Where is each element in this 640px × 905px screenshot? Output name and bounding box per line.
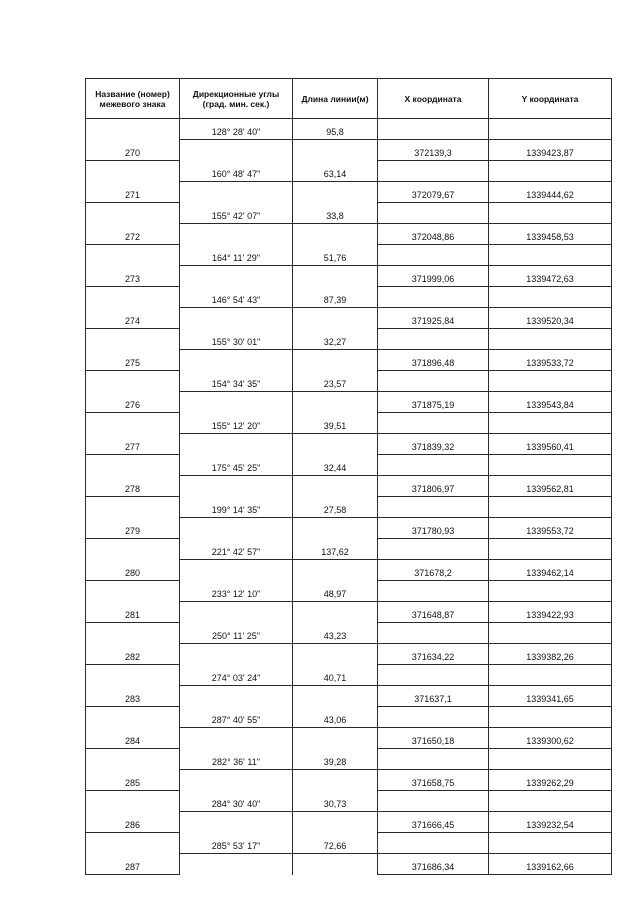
x-coordinate-cell bbox=[378, 749, 489, 770]
direction-angle-cell bbox=[180, 686, 293, 707]
direction-angle-cell bbox=[180, 770, 293, 791]
x-coordinate-cell bbox=[378, 161, 489, 182]
line-length-cell: 32,44 bbox=[293, 455, 378, 476]
point-name-cell bbox=[86, 203, 180, 224]
x-coordinate-cell: 371999,06 bbox=[378, 266, 489, 287]
line-length-cell: 32,27 bbox=[293, 329, 378, 350]
point-name-cell bbox=[86, 413, 180, 434]
x-coordinate-cell: 371839,32 bbox=[378, 434, 489, 455]
line-length-cell bbox=[293, 350, 378, 371]
y-coordinate-cell: 1339553,72 bbox=[489, 518, 612, 539]
direction-angle-cell: 250° 11' 25" bbox=[180, 623, 293, 644]
point-name-cell: 281 bbox=[86, 602, 180, 623]
direction-angle-cell bbox=[180, 854, 293, 875]
table-row-point bbox=[86, 308, 612, 329]
y-coordinate-cell bbox=[489, 329, 612, 350]
y-coordinate-cell bbox=[489, 623, 612, 644]
direction-angle-cell bbox=[180, 182, 293, 203]
point-name-cell bbox=[86, 455, 180, 476]
y-coordinate-cell: 1339423,87 bbox=[489, 140, 612, 161]
table-row-point bbox=[86, 770, 612, 791]
point-name-cell: 279 bbox=[86, 518, 180, 539]
table-row-point bbox=[86, 854, 612, 875]
header-direction-angle: Дирекционные углы (град. мин. сек.) bbox=[180, 79, 293, 119]
line-length-cell: 137,62 bbox=[293, 539, 378, 560]
line-length-cell bbox=[293, 476, 378, 497]
y-coordinate-cell bbox=[489, 791, 612, 812]
line-length-cell bbox=[293, 308, 378, 329]
y-coordinate-cell: 1339341,65 bbox=[489, 686, 612, 707]
point-name-cell: 280 bbox=[86, 560, 180, 581]
y-coordinate-cell bbox=[489, 833, 612, 854]
y-coordinate-cell: 1339444,62 bbox=[489, 182, 612, 203]
direction-angle-cell: 175° 45' 25" bbox=[180, 455, 293, 476]
direction-angle-cell bbox=[180, 308, 293, 329]
direction-angle-cell: 155° 30' 01" bbox=[180, 329, 293, 350]
table-row-point bbox=[86, 350, 612, 371]
header-line-length: Длина линии(м) bbox=[293, 79, 378, 119]
y-coordinate-cell: 1339162,66 bbox=[489, 854, 612, 875]
y-coordinate-cell bbox=[489, 371, 612, 392]
y-coordinate-cell bbox=[489, 497, 612, 518]
x-coordinate-cell: 371686,34 bbox=[378, 854, 489, 875]
point-name-cell: 282 bbox=[86, 644, 180, 665]
x-coordinate-cell bbox=[378, 119, 489, 140]
table-row-edge bbox=[86, 749, 612, 770]
table-row-edge bbox=[86, 329, 612, 350]
line-length-cell bbox=[293, 518, 378, 539]
line-length-cell: 30,73 bbox=[293, 791, 378, 812]
direction-angle-cell bbox=[180, 518, 293, 539]
line-length-cell: 87,39 bbox=[293, 287, 378, 308]
y-coordinate-cell: 1339262,29 bbox=[489, 770, 612, 791]
line-length-cell bbox=[293, 182, 378, 203]
x-coordinate-cell: 371637,1 bbox=[378, 686, 489, 707]
line-length-cell bbox=[293, 224, 378, 245]
x-coordinate-cell: 371634,22 bbox=[378, 644, 489, 665]
line-length-cell: 23,57 bbox=[293, 371, 378, 392]
y-coordinate-cell: 1339543,84 bbox=[489, 392, 612, 413]
x-coordinate-cell: 371648,87 bbox=[378, 602, 489, 623]
point-name-cell: 285 bbox=[86, 770, 180, 791]
x-coordinate-cell: 371678,2 bbox=[378, 560, 489, 581]
direction-angle-cell bbox=[180, 434, 293, 455]
y-coordinate-cell bbox=[489, 119, 612, 140]
y-coordinate-cell: 1339520,34 bbox=[489, 308, 612, 329]
line-length-cell: 48,97 bbox=[293, 581, 378, 602]
table-row-point bbox=[86, 686, 612, 707]
direction-angle-cell: 284° 30' 40" bbox=[180, 791, 293, 812]
y-coordinate-cell: 1339422,93 bbox=[489, 602, 612, 623]
y-coordinate-cell: 1339462,14 bbox=[489, 560, 612, 581]
line-length-cell: 43,23 bbox=[293, 623, 378, 644]
direction-angle-cell bbox=[180, 224, 293, 245]
point-name-cell bbox=[86, 539, 180, 560]
point-name-cell bbox=[86, 287, 180, 308]
y-coordinate-cell: 1339382,26 bbox=[489, 644, 612, 665]
table-row-edge bbox=[86, 623, 612, 644]
y-coordinate-cell bbox=[489, 665, 612, 686]
point-name-cell bbox=[86, 581, 180, 602]
header-point-name: Название (номер) межевого знака bbox=[86, 79, 180, 119]
point-name-cell bbox=[86, 623, 180, 644]
point-name-cell bbox=[86, 665, 180, 686]
direction-angle-cell bbox=[180, 728, 293, 749]
point-name-cell: 272 bbox=[86, 224, 180, 245]
x-coordinate-cell bbox=[378, 623, 489, 644]
y-coordinate-cell bbox=[489, 539, 612, 560]
point-name-cell bbox=[86, 833, 180, 854]
y-coordinate-cell: 1339458,53 bbox=[489, 224, 612, 245]
table-row-point bbox=[86, 224, 612, 245]
table-row-edge bbox=[86, 119, 612, 140]
header-x-coordinate: X координата bbox=[378, 79, 489, 119]
table-row-edge bbox=[86, 455, 612, 476]
x-coordinate-cell: 372079,67 bbox=[378, 182, 489, 203]
direction-angle-cell bbox=[180, 602, 293, 623]
table-row-edge bbox=[86, 287, 612, 308]
x-coordinate-cell: 371806,97 bbox=[378, 476, 489, 497]
x-coordinate-cell bbox=[378, 371, 489, 392]
y-coordinate-cell bbox=[489, 581, 612, 602]
line-length-cell bbox=[293, 728, 378, 749]
direction-angle-cell: 164° 11' 29" bbox=[180, 245, 293, 266]
line-length-cell: 51,76 bbox=[293, 245, 378, 266]
direction-angle-cell bbox=[180, 140, 293, 161]
table-row-edge bbox=[86, 245, 612, 266]
line-length-cell: 27,58 bbox=[293, 497, 378, 518]
line-length-cell: 39,28 bbox=[293, 749, 378, 770]
point-name-cell: 284 bbox=[86, 728, 180, 749]
x-coordinate-cell: 371925,84 bbox=[378, 308, 489, 329]
direction-angle-cell: 287° 40' 55" bbox=[180, 707, 293, 728]
x-coordinate-cell: 372048,86 bbox=[378, 224, 489, 245]
table-row-edge bbox=[86, 539, 612, 560]
y-coordinate-cell: 1339472,63 bbox=[489, 266, 612, 287]
y-coordinate-cell: 1339300,62 bbox=[489, 728, 612, 749]
table-row-point bbox=[86, 182, 612, 203]
line-length-cell bbox=[293, 854, 378, 875]
y-coordinate-cell bbox=[489, 749, 612, 770]
x-coordinate-cell bbox=[378, 203, 489, 224]
line-length-cell: 39,51 bbox=[293, 413, 378, 434]
header-y-coordinate: Y координата bbox=[489, 79, 612, 119]
y-coordinate-cell: 1339232,54 bbox=[489, 812, 612, 833]
direction-angle-cell bbox=[180, 560, 293, 581]
point-name-cell bbox=[86, 119, 180, 140]
table-row-edge bbox=[86, 665, 612, 686]
line-length-cell bbox=[293, 266, 378, 287]
x-coordinate-cell: 372139,3 bbox=[378, 140, 489, 161]
point-name-cell bbox=[86, 707, 180, 728]
line-length-cell: 43,06 bbox=[293, 707, 378, 728]
point-name-cell: 275 bbox=[86, 350, 180, 371]
y-coordinate-cell bbox=[489, 707, 612, 728]
direction-angle-cell: 154° 34' 35" bbox=[180, 371, 293, 392]
point-name-cell bbox=[86, 749, 180, 770]
table-row-edge bbox=[86, 581, 612, 602]
table-row-point bbox=[86, 140, 612, 161]
boundary-points-table bbox=[85, 78, 612, 875]
table-row-point bbox=[86, 644, 612, 665]
x-coordinate-cell: 371650,18 bbox=[378, 728, 489, 749]
direction-angle-cell: 155° 42' 07" bbox=[180, 203, 293, 224]
x-coordinate-cell bbox=[378, 791, 489, 812]
direction-angle-cell bbox=[180, 392, 293, 413]
point-name-cell: 287 bbox=[86, 854, 180, 875]
point-name-cell bbox=[86, 161, 180, 182]
point-name-cell: 271 bbox=[86, 182, 180, 203]
line-length-cell bbox=[293, 644, 378, 665]
table-row-point bbox=[86, 392, 612, 413]
point-name-cell bbox=[86, 497, 180, 518]
table-row-edge bbox=[86, 791, 612, 812]
table-row-point bbox=[86, 602, 612, 623]
x-coordinate-cell bbox=[378, 455, 489, 476]
y-coordinate-cell bbox=[489, 287, 612, 308]
x-coordinate-cell bbox=[378, 833, 489, 854]
direction-angle-cell bbox=[180, 350, 293, 371]
table-row-edge bbox=[86, 161, 612, 182]
line-length-cell bbox=[293, 140, 378, 161]
x-coordinate-cell bbox=[378, 581, 489, 602]
direction-angle-cell bbox=[180, 476, 293, 497]
table-row-point bbox=[86, 266, 612, 287]
line-length-cell bbox=[293, 392, 378, 413]
line-length-cell: 63,14 bbox=[293, 161, 378, 182]
direction-angle-cell: 160° 48' 47" bbox=[180, 161, 293, 182]
y-coordinate-cell bbox=[489, 245, 612, 266]
line-length-cell: 33,8 bbox=[293, 203, 378, 224]
table-row-edge bbox=[86, 203, 612, 224]
direction-angle-cell bbox=[180, 644, 293, 665]
point-name-cell bbox=[86, 329, 180, 350]
point-name-cell bbox=[86, 245, 180, 266]
y-coordinate-cell: 1339533,72 bbox=[489, 350, 612, 371]
table-header bbox=[86, 79, 612, 119]
table-row-point bbox=[86, 812, 612, 833]
direction-angle-cell: 221° 42' 57" bbox=[180, 539, 293, 560]
point-name-cell bbox=[86, 791, 180, 812]
table-row-edge bbox=[86, 371, 612, 392]
point-name-cell: 270 bbox=[86, 140, 180, 161]
x-coordinate-cell bbox=[378, 707, 489, 728]
point-name-cell bbox=[86, 371, 180, 392]
x-coordinate-cell: 371896,48 bbox=[378, 350, 489, 371]
x-coordinate-cell bbox=[378, 287, 489, 308]
table-row-point bbox=[86, 728, 612, 749]
x-coordinate-cell: 371875,19 bbox=[378, 392, 489, 413]
line-length-cell bbox=[293, 770, 378, 791]
point-name-cell: 286 bbox=[86, 812, 180, 833]
direction-angle-cell: 285° 53' 17" bbox=[180, 833, 293, 854]
point-name-cell: 278 bbox=[86, 476, 180, 497]
table-body bbox=[86, 119, 612, 875]
line-length-cell bbox=[293, 602, 378, 623]
y-coordinate-cell bbox=[489, 455, 612, 476]
header-row bbox=[86, 79, 612, 119]
direction-angle-cell bbox=[180, 266, 293, 287]
point-name-cell: 276 bbox=[86, 392, 180, 413]
direction-angle-cell: 282° 36' 11" bbox=[180, 749, 293, 770]
y-coordinate-cell: 1339562,81 bbox=[489, 476, 612, 497]
direction-angle-cell: 146° 54' 43" bbox=[180, 287, 293, 308]
direction-angle-cell: 155° 12' 20" bbox=[180, 413, 293, 434]
table-row-point bbox=[86, 518, 612, 539]
x-coordinate-cell: 371666,45 bbox=[378, 812, 489, 833]
direction-angle-cell: 274° 03' 24" bbox=[180, 665, 293, 686]
x-coordinate-cell bbox=[378, 413, 489, 434]
x-coordinate-cell bbox=[378, 497, 489, 518]
x-coordinate-cell bbox=[378, 329, 489, 350]
table-row-point bbox=[86, 476, 612, 497]
line-length-cell: 72,66 bbox=[293, 833, 378, 854]
y-coordinate-cell bbox=[489, 203, 612, 224]
x-coordinate-cell bbox=[378, 245, 489, 266]
table-row-edge bbox=[86, 497, 612, 518]
direction-angle-cell: 233° 12' 10" bbox=[180, 581, 293, 602]
direction-angle-cell: 128° 28' 40" bbox=[180, 119, 293, 140]
table-row-edge bbox=[86, 833, 612, 854]
y-coordinate-cell: 1339560,41 bbox=[489, 434, 612, 455]
line-length-cell bbox=[293, 560, 378, 581]
line-length-cell: 40,71 bbox=[293, 665, 378, 686]
point-name-cell: 283 bbox=[86, 686, 180, 707]
y-coordinate-cell bbox=[489, 161, 612, 182]
line-length-cell: 95,8 bbox=[293, 119, 378, 140]
x-coordinate-cell bbox=[378, 539, 489, 560]
table-row-point bbox=[86, 560, 612, 581]
line-length-cell bbox=[293, 434, 378, 455]
point-name-cell: 277 bbox=[86, 434, 180, 455]
line-length-cell bbox=[293, 812, 378, 833]
x-coordinate-cell: 371780,93 bbox=[378, 518, 489, 539]
table-row-point bbox=[86, 434, 612, 455]
point-name-cell: 273 bbox=[86, 266, 180, 287]
x-coordinate-cell: 371658,75 bbox=[378, 770, 489, 791]
point-name-cell: 274 bbox=[86, 308, 180, 329]
line-length-cell bbox=[293, 686, 378, 707]
direction-angle-cell: 199° 14' 35" bbox=[180, 497, 293, 518]
x-coordinate-cell bbox=[378, 665, 489, 686]
y-coordinate-cell bbox=[489, 413, 612, 434]
table-row-edge bbox=[86, 413, 612, 434]
table-row-edge bbox=[86, 707, 612, 728]
direction-angle-cell bbox=[180, 812, 293, 833]
